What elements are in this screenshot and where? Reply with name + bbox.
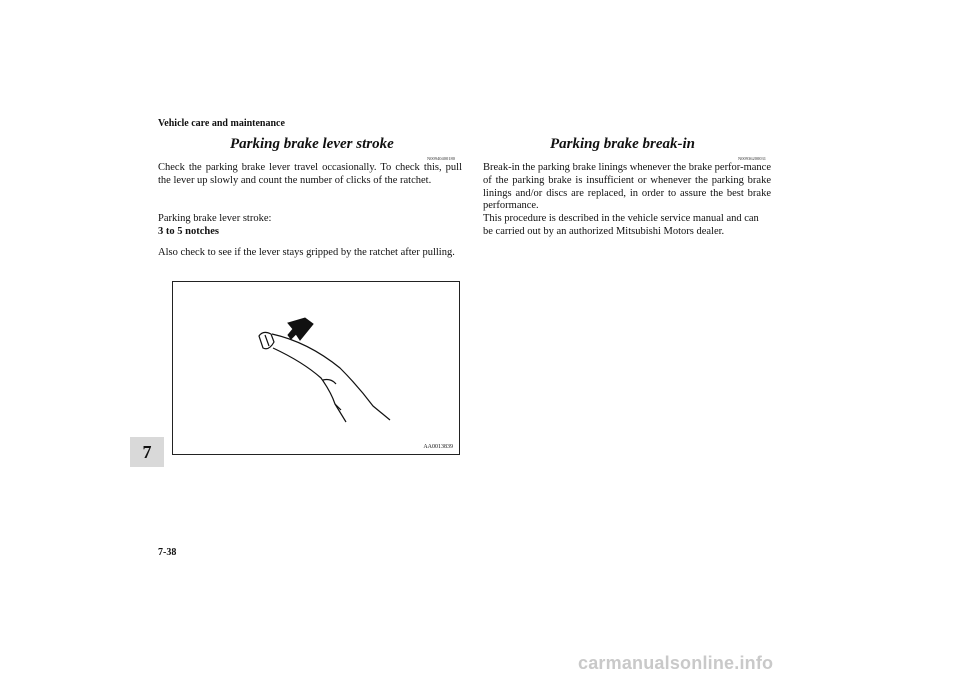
paragraph-break-in: Break-in the parking brake linings whenever the brake perfor-mance of the parking brake is insufficient or whenever the parking brake linings and/or discs are replaced, in order to assure the best brake performance.: [483, 162, 771, 212]
chapter-tab: [130, 437, 164, 467]
paragraph-procedure: This procedure is described in the vehicle service manual and can be carried out by an authorized Mitsubishi Motors dealer.: [483, 213, 759, 237]
arrow-up-right-icon: [288, 318, 313, 340]
section-code: N00940400180: [427, 156, 455, 161]
chapter-number: 7: [142, 441, 152, 462]
section-title-break-in: Parking brake break-in: [550, 136, 696, 152]
section-title-lever-stroke: Parking brake lever stroke: [230, 136, 394, 152]
paragraph-ratchet-check: Also check to see if the lever stays gripped by the ratchet after pulling.: [158, 247, 455, 258]
lever-illustration: [173, 282, 459, 454]
watermark: carmanualsonline.info: [578, 653, 774, 673]
section-code: N00936200031: [738, 156, 766, 161]
stroke-label: Parking brake lever stroke:: [158, 213, 272, 224]
paragraph-check-lever: Check the parking brake lever travel occasionally. To check this, pull the lever up slowly and count the number of clicks of the ratchet.: [158, 162, 462, 186]
parking-brake-lever-figure: [172, 281, 460, 455]
stroke-value: 3 to 5 notches: [158, 226, 219, 237]
figure-code: AA0013839: [423, 444, 453, 450]
section-header: Vehicle care and maintenance: [158, 118, 285, 129]
page-number: 7-38: [158, 547, 177, 558]
